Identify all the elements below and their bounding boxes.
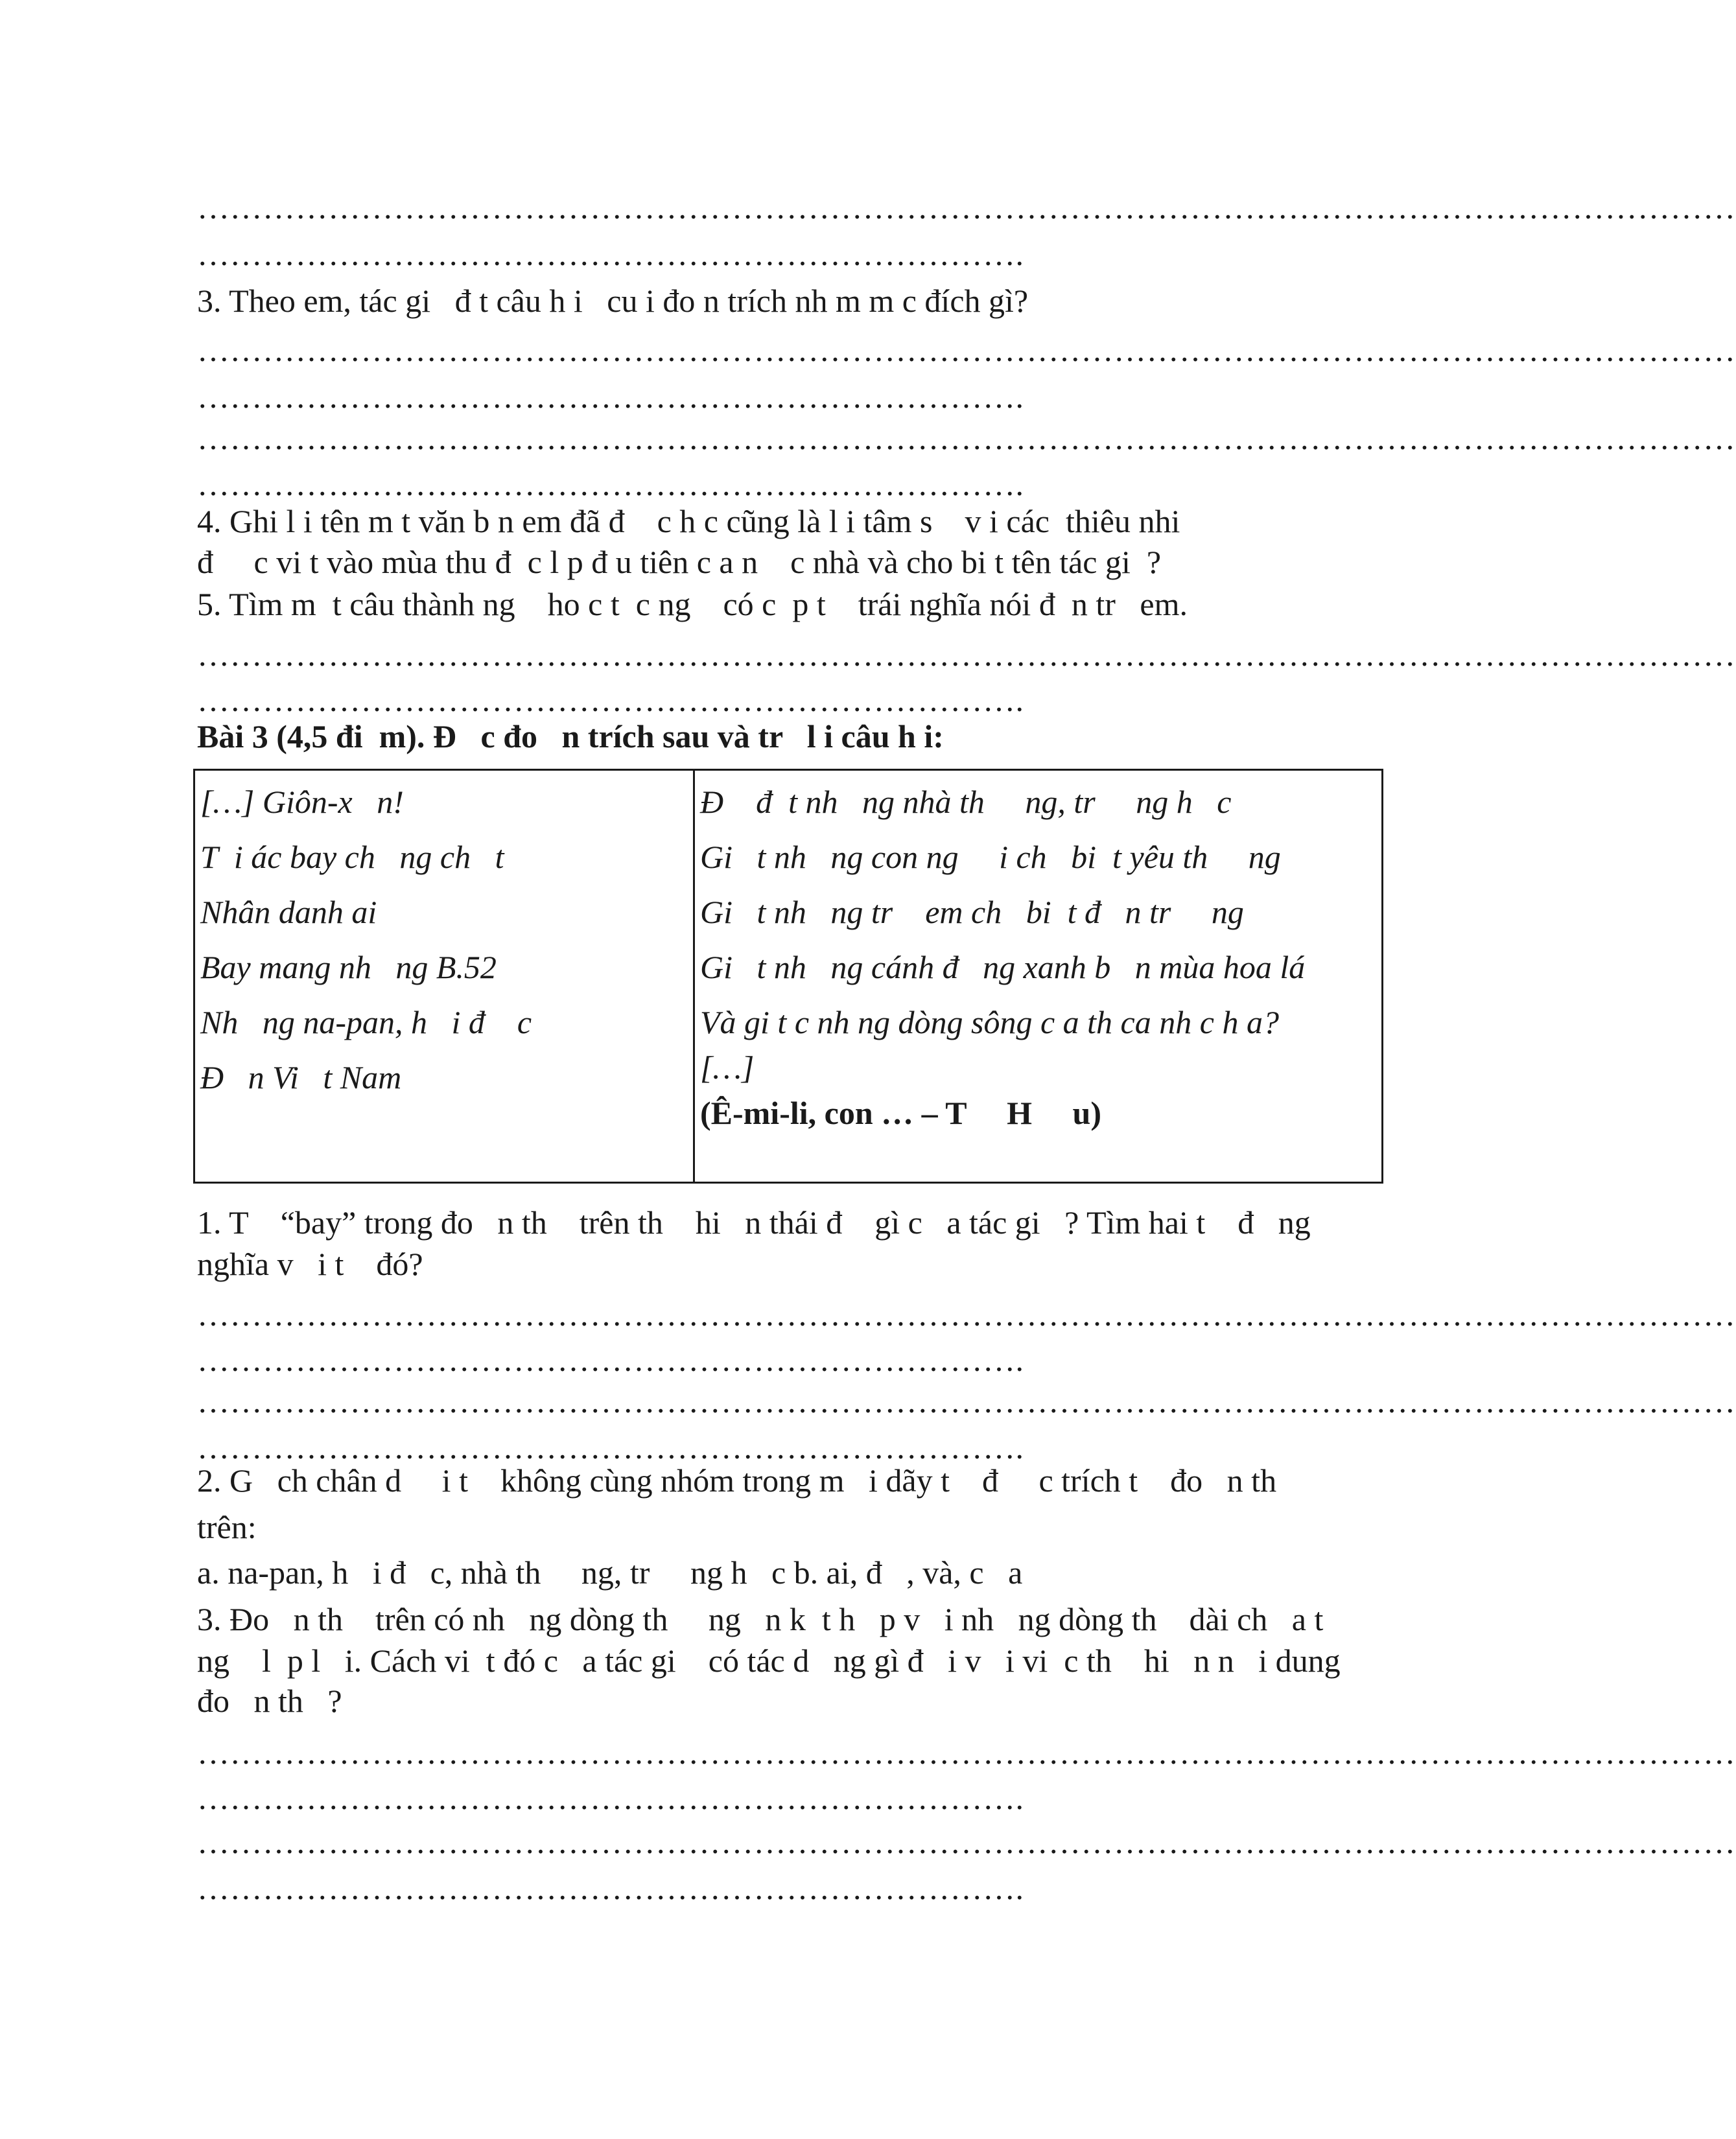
poem-line: […] Giôn-x n! bbox=[200, 784, 404, 820]
poem-line: Bay mang nh ng B.52 bbox=[200, 949, 497, 985]
answer-line[interactable]: …………………………………………………………………. bbox=[197, 236, 1024, 272]
poem-line: Đ đ t nh ng nhà th ng, tr ng h c bbox=[700, 784, 1232, 820]
answer-line[interactable]: …………………………………………………………………………………………………………………………… bbox=[197, 332, 1736, 368]
section-heading-bai-3: Bài 3 (4,5 đi m). Đ c đo n trích sau và tr l i câu h i: bbox=[197, 718, 944, 754]
question-b3-1-line2: nghĩa v i t đó? bbox=[197, 1246, 423, 1282]
question-b3-2-options: a. na-pan, h i đ c, nhà th ng, tr ng h c b. ai, đ , và, c a bbox=[197, 1554, 1023, 1591]
answer-line[interactable]: …………………………………………………………………. bbox=[197, 1870, 1024, 1906]
answer-line[interactable]: …………………………………………………………………. bbox=[197, 682, 1024, 718]
poem-line: Đ n Vi t Nam bbox=[200, 1059, 402, 1095]
question-b2-3: 3. Theo em, tác gi đ t câu h i cu i đo n trích nh m m c đích gì? bbox=[197, 283, 1029, 319]
answer-line[interactable]: …………………………………………………………………………………………………………………………… bbox=[197, 1383, 1736, 1420]
question-b2-4-line2: đ c vi t vào mùa thu đ c l p đ u tiên c a n c nhà và cho bi t tên tác gi ? bbox=[197, 544, 1162, 580]
question-b3-2-line2: trên: bbox=[197, 1509, 257, 1545]
answer-line[interactable]: …………………………………………………………………………………………………………………………… bbox=[197, 1824, 1736, 1860]
answer-line[interactable]: …………………………………………………………………. bbox=[197, 466, 1024, 502]
question-b3-2-line1: 2. G ch chân d i t không cùng nhóm trong m i dãy t đ c trích t đo n th bbox=[197, 1462, 1277, 1499]
poem-line: Nhân danh ai bbox=[200, 894, 377, 930]
poem-line: T i ác bay ch ng ch t bbox=[200, 839, 504, 875]
question-b3-3-line2: ng l p l i. Cách vi t đó c a tác gi có tác d ng gì đ i v i vi c th hi n n i dung bbox=[197, 1642, 1341, 1679]
answer-line[interactable]: …………………………………………………………………. bbox=[197, 1780, 1024, 1816]
poem-line: Gi t nh ng cánh đ ng xanh b n mùa hoa lá bbox=[700, 949, 1306, 985]
question-b3-3-line1: 3. Đo n th trên có nh ng dòng th ng n k t h p v i nh ng dòng th dài ch a t bbox=[197, 1601, 1324, 1637]
question-b2-5: 5. Tìm m t câu thành ng ho c t c ng có c p t trái nghĩa nói đ n tr em. bbox=[197, 586, 1188, 622]
poem-table bbox=[193, 769, 1383, 1184]
answer-line[interactable]: …………………………………………………………………………………………………………………………… bbox=[197, 189, 1736, 226]
poem-line: Nh ng na-pan, h i đ c bbox=[200, 1004, 532, 1040]
poem-line: Gi t nh ng con ng i ch bi t yêu th ng bbox=[700, 839, 1281, 875]
question-b3-3-line3: đo n th ? bbox=[197, 1683, 342, 1719]
poem-source: (Ê-mi-li, con … – T H u) bbox=[700, 1095, 1102, 1131]
poem-left-column bbox=[194, 770, 694, 1183]
answer-line[interactable]: …………………………………………………………………. bbox=[197, 1429, 1024, 1466]
answer-line[interactable]: …………………………………………………………………………………………………………………………… bbox=[197, 637, 1736, 673]
question-b3-1-line1: 1. T “bay” trong đo n th trên th hi n thái đ gì c a tác gi ? Tìm hai t đ ng bbox=[197, 1204, 1311, 1241]
poem-ellipsis: […] bbox=[700, 1049, 755, 1086]
question-b2-4-line1: 4. Ghi l i tên m t văn b n em đã đ c h c cũng là l i tâm s v i các thiêu nhi bbox=[197, 503, 1180, 539]
poem-line: Và gi t c nh ng dòng sông c a th ca nh c h a? bbox=[700, 1004, 1279, 1040]
answer-line[interactable]: …………………………………………………………………. bbox=[197, 1342, 1024, 1378]
answer-line[interactable]: …………………………………………………………………………………………………………………………… bbox=[197, 1296, 1736, 1333]
answer-line[interactable]: …………………………………………………………………………………………………………………………… bbox=[197, 420, 1736, 456]
answer-line[interactable]: …………………………………………………………………………………………………………………………… bbox=[197, 1735, 1736, 1771]
answer-line[interactable]: …………………………………………………………………. bbox=[197, 379, 1024, 415]
poem-line: Gi t nh ng tr em ch bi t đ n tr ng bbox=[700, 894, 1244, 930]
poem-right-column bbox=[694, 770, 1383, 1183]
